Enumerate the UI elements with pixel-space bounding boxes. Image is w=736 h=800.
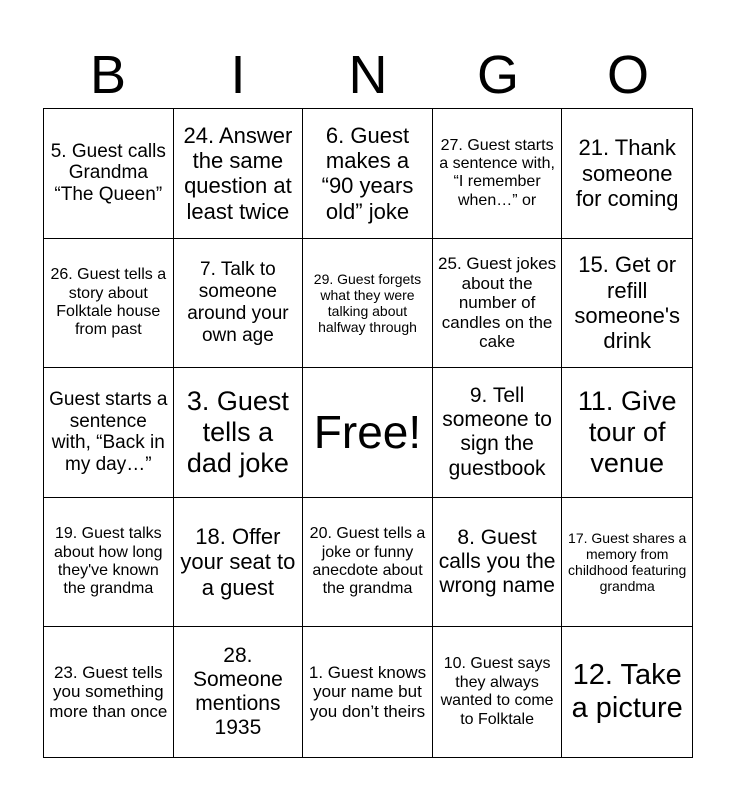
header-letter-g: G [476, 45, 519, 105]
bingo-cell-r1-c2[interactable] [174, 109, 304, 239]
header-letter-o: O [606, 45, 649, 105]
cell-text: 3. Guest tells a dad joke [186, 385, 289, 479]
bingo-board [43, 108, 693, 758]
cell-text: 5. Guest calls Grandma “The Queen” [50, 140, 166, 206]
header-letter-i: I [230, 45, 246, 105]
bingo-cell-r5-c5[interactable] [562, 627, 692, 757]
cell-text: 23. Guest tells you something more than once [49, 662, 168, 721]
cell-text: 18. Offer your seat to a guest [180, 524, 296, 600]
cell-text: Guest starts a sentence with, “Back in my day…” [49, 388, 168, 476]
cell-text: 21. Thank someone for coming [575, 135, 679, 211]
cell-text: 17. Guest shares a memory from childhood featuring grandma [568, 529, 687, 595]
bingo-cell-r5-c1[interactable] [44, 627, 174, 757]
bingo-cell-r4-c4[interactable] [433, 498, 563, 628]
bingo-cell-r1-c3[interactable] [303, 109, 433, 239]
bingo-header [43, 42, 693, 108]
bingo-cell-r1-c5[interactable] [562, 109, 692, 239]
bingo-cell-r3-c1[interactable] [44, 368, 174, 498]
cell-text: 26. Guest tells a story about Folktale house from past [50, 266, 167, 339]
bingo-cell-r2-c2[interactable] [174, 239, 304, 369]
free-space-text: Free! [313, 406, 422, 459]
cell-text: 12. Take a picture [571, 658, 683, 725]
bingo-cell-r4-c3[interactable] [303, 498, 433, 628]
header-letter-b: B [89, 45, 127, 105]
cell-text: 19. Guest talks about how long they've known the grandma [54, 525, 163, 598]
bingo-cell-r1-c1[interactable] [44, 109, 174, 239]
bingo-cell-r5-c4[interactable] [433, 627, 563, 757]
bingo-cell-r2-c5[interactable] [562, 239, 692, 369]
cell-text: 1. Guest knows your name but you don’t theirs [308, 662, 427, 721]
bingo-cell-r1-c4[interactable] [433, 109, 563, 239]
bingo-cell-r4-c2[interactable] [174, 498, 304, 628]
cell-text: 7. Talk to someone around your own age [187, 259, 289, 346]
bingo-cell-r3-c5[interactable] [562, 368, 692, 498]
cell-text: 20. Guest tells a joke or funny anecdote about the grandma [309, 525, 426, 598]
bingo-cell-r3-c4[interactable] [433, 368, 563, 498]
cell-text: 29. Guest forgets what they were talking about halfway through [313, 270, 422, 335]
bingo-cell-r5-c3[interactable] [303, 627, 433, 757]
cell-text: 27. Guest starts a sentence with, “I remember when…” or [439, 136, 555, 209]
cell-text: 6. Guest makes a “90 years old” joke [321, 122, 414, 224]
cell-text: 15. Get or refill someone's drink [574, 252, 681, 354]
cell-text: 10. Guest says they always wanted to come to Folktale [440, 655, 554, 728]
cell-text: 25. Guest jokes about the number of candles on the cake [438, 254, 557, 352]
cell-text: 8. Guest calls you the wrong name [438, 525, 556, 598]
bingo-cell-r5-c2[interactable] [174, 627, 304, 757]
bingo-cell-r3-c2[interactable] [174, 368, 304, 498]
cell-text: 24. Answer the same question at least twice [183, 122, 293, 224]
bingo-cell-r2-c3[interactable] [303, 239, 433, 369]
cell-text: 11. Give tour of venue [577, 385, 677, 479]
bingo-cell-free[interactable] [303, 368, 433, 498]
cell-text: 9. Tell someone to sign the guestbook [442, 384, 552, 480]
bingo-cell-r2-c1[interactable] [44, 239, 174, 369]
bingo-cell-r4-c1[interactable] [44, 498, 174, 628]
bingo-cell-r2-c4[interactable] [433, 239, 563, 369]
header-letter-n: N [348, 45, 388, 105]
cell-text: 28. Someone mentions 1935 [192, 643, 283, 740]
bingo-cell-r4-c5[interactable] [562, 498, 692, 628]
